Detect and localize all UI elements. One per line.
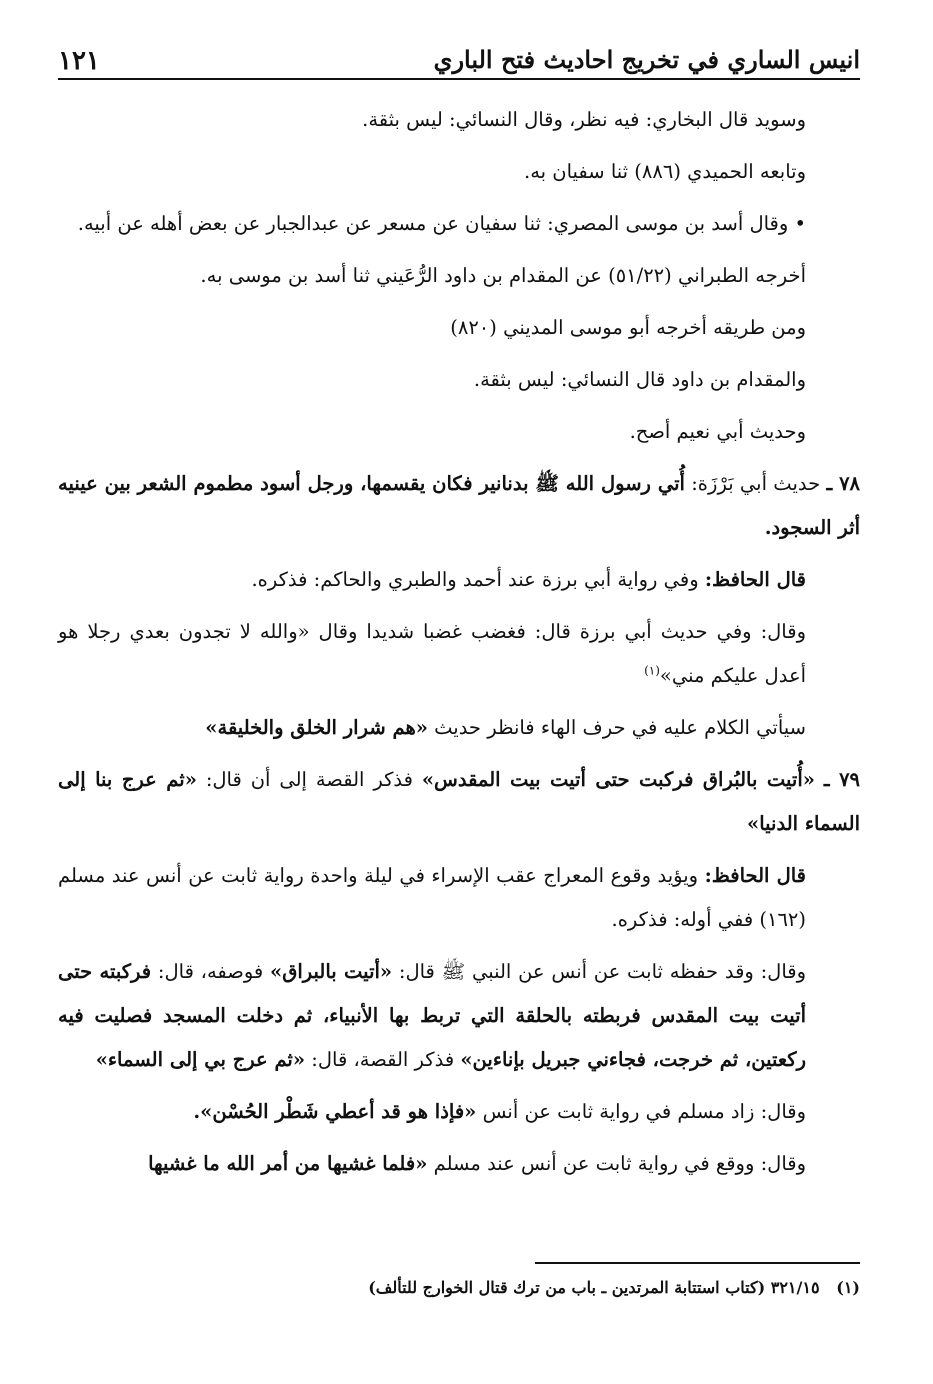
paragraph-text: سيأتي الكلام عليه في حرف الهاء فانظر حديث [434,716,806,739]
quoted-hadith: «فإذا هو قد أعطي شَطْر الحُسْن». [193,1100,477,1123]
paragraph-text: وفي رواية أبي برزة عند أحمد والطبري والحاكم: فذكره. [251,568,699,591]
paragraph [58,1142,860,1186]
paragraph-text: فذكر القصة إلى أن قال: [205,768,413,791]
hadith-text: «أُتيت بالبُراق فركبت حتى أتيت بيت المقدس» [421,768,815,791]
paragraph-text: وحديث أبي نعيم أصح. [629,420,806,443]
paragraph-text: ومن طريقه أخرجه أبو موسى المديني (٨٢٠) [450,316,806,339]
paragraph [58,950,860,1082]
quoted-hadith: «فلما غشيها من أمر الله ما غشيها [148,1152,428,1175]
hadith-intro: حديث أبي بَرْزَة: [691,472,821,495]
quoted-hadith: «أتيت بالبراق» [270,960,393,983]
paragraph [58,1090,860,1134]
paragraph [58,202,860,246]
paragraph-text: وتابعه الحميدي (٨٨٦) ثنا سفيان به. [524,160,806,183]
hadith-number: ٧٨ ـ [826,472,861,495]
paragraph-text: فوصفه، قال: [157,960,264,983]
footnote [300,1274,860,1302]
page-number: ١٢١ [58,46,100,76]
hadith-text: «ثم عرج بنا إلى السماء الدنيا» [58,768,860,835]
hadith-text: أُتي رسول الله ﷺ بدنانير فكان يقسمها، ورجل أسود مطموم الشعر بين عينيه أثر السجود. [58,472,860,539]
paragraph [58,410,860,454]
paragraph [58,254,860,298]
paragraph [58,306,860,350]
hadith-number: ٧٩ ـ [823,768,861,791]
paragraph [58,358,860,402]
running-title: انيس الساري في تخريج احاديث فتح الباري [433,45,860,74]
hafiz-label: قال الحافظ: [704,568,806,591]
footnote-ref[interactable]: (١) [644,663,660,678]
hafiz-label: قال الحافظ: [704,864,806,887]
paragraph-text: وسويد قال البخاري: فيه نظر، وقال النسائي: ليس بثقة. [362,108,806,131]
paragraph-text: ويؤيد وقوع المعراج عقب الإسراء في ليلة واحدة رواية ثابت عن أنس عند مسلم (١٦٢) ففي أوله: فذكره. [58,864,806,931]
paragraph-text: وقال: زاد مسلم في رواية ثابت عن أنس [482,1100,806,1123]
paragraph [58,150,860,194]
paragraph-text: وقال: وقد حفظه ثابت عن أنس عن النبي ﷺ قال: [398,960,807,983]
paragraph [58,610,860,698]
footnote-divider [535,1262,860,1264]
quoted-hadith: «ثم عرج بي إلى السماء» [95,1048,306,1071]
quoted-hadith: «هم شرار الخلق والخليقة» [205,716,428,739]
footnote-text: ٣٢١/١٥ (كتاب استتابة المرتدين ـ باب من ترك قتال الخوارج للتألف) [368,1278,820,1297]
paragraph-text: والمقدام بن داود قال النسائي: ليس بثقة. [473,368,806,391]
hadith-entry-79 [58,758,860,846]
paragraph-text: أخرجه الطبراني (٥١/٢٢) عن المقدام بن داود الرُّعَيني ثنا أسد بن موسى به. [200,264,806,287]
page-header [58,38,860,80]
paragraph-text: وقال: ووقع في رواية ثابت عن أنس عند مسلم [433,1152,806,1175]
paragraph [58,854,860,942]
paragraph [58,98,860,142]
paragraph-text: • وقال أسد بن موسى المصري: ثنا سفيان عن مسعر عن عبدالجبار عن بعض أهله عن أبيه. [77,212,806,235]
quoted-hadith: فركبته حتى أتيت بيت المقدس فربطته بالحلقة التي تربط بها الأنبياء، ثم دخلت المسجد فصليت فيه ركعتين، ثم خرجت، فجاءني جبريل بإناءين» [58,960,806,1071]
paragraph [58,706,860,750]
main-text [58,98,860,1194]
paragraph-text: وقال: وفي حديث أبي برزة قال: فغضب غضبا شديدا وقال «والله لا تجدون بعدي رجلا هو أعدل عليكم مني» [58,620,806,687]
hadith-entry-78 [58,462,860,550]
paragraph [58,558,860,602]
footnote-marker: (١) [836,1278,860,1297]
paragraph-text: فذكر القصة، قال: [311,1048,455,1071]
